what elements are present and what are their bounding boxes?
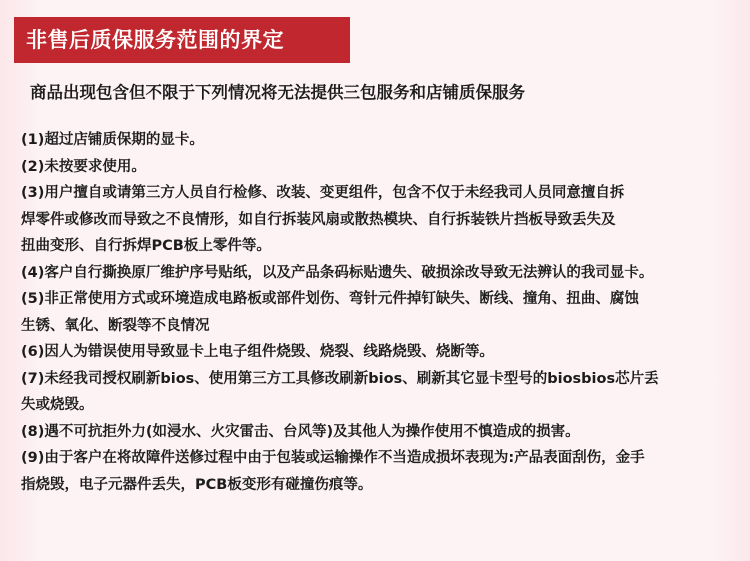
list-item-line: (2)未按要求使用。 [21,158,146,175]
list-item [21,419,741,446]
list-item-line: 生锈、氧化、断裂等不良情况 [21,317,210,334]
list-item-line: (4)客户自行撕换原厂维护序号贴纸，以及产品条码标贴遗失、破损涂改导致无法辨认的我司显卡。 [21,264,654,281]
list-item [21,180,741,260]
list-item-line: (9)由于客户在将故障件送修过程中由于包装或运输操作不当造成损坏表现为:产品表面刮伤，金手 [21,450,645,466]
list-item [21,127,741,154]
list-item [21,260,741,287]
list-item-line: (8)遇不可抗拒外力(如浸水、火灾雷击、台风等)及其他人为操作使用不慎造成的损害。 [21,423,580,440]
list-item-line: 焊零件或修改而导致之不良情形，如自行拆装风扇或散热模块、自行拆装铁片挡板导致丢失及 [21,211,616,228]
list-item [21,154,741,181]
page-subtitle: 商品出现包含但不限于下列情况将无法提供三包服务和店铺质保服务 [30,83,525,102]
list-item-line: (3)用户擅自或请第三方人员自行检修、改装、变更组件，包含不仅于未经我司人员同意擅自拆 [21,185,625,201]
exclusion-list [21,127,741,498]
list-item [21,286,741,339]
list-item-line: 失或烧毁。 [21,397,94,413]
list-item [21,339,741,366]
list-item-line: 指烧毁，电子元器件丢失，PCB板变形有碰撞伤痕等。 [21,476,373,493]
list-item [21,445,741,498]
page-title: 非售后质保服务范围的界定 [14,17,350,63]
list-item [21,366,741,419]
list-item-line: 扭曲变形、自行拆焊PCB板上零件等。 [21,238,271,254]
list-item-line: (6)因人为错误使用导致显卡上电子组件烧毁、烧裂、线路烧毁、烧断等。 [21,344,494,360]
list-item-line: (1)超过店铺质保期的显卡。 [21,132,204,148]
list-item-line: (5)非正常使用方式或环境造成电路板或部件划伤、弯针元件掉钉缺失、断线、撞角、扭曲、腐蚀 [21,291,639,307]
list-item-line: (7)未经我司授权刷新bios、使用第三方工具修改刷新bios、刷新其它显卡型号的biosbios芯片丢 [21,370,659,387]
